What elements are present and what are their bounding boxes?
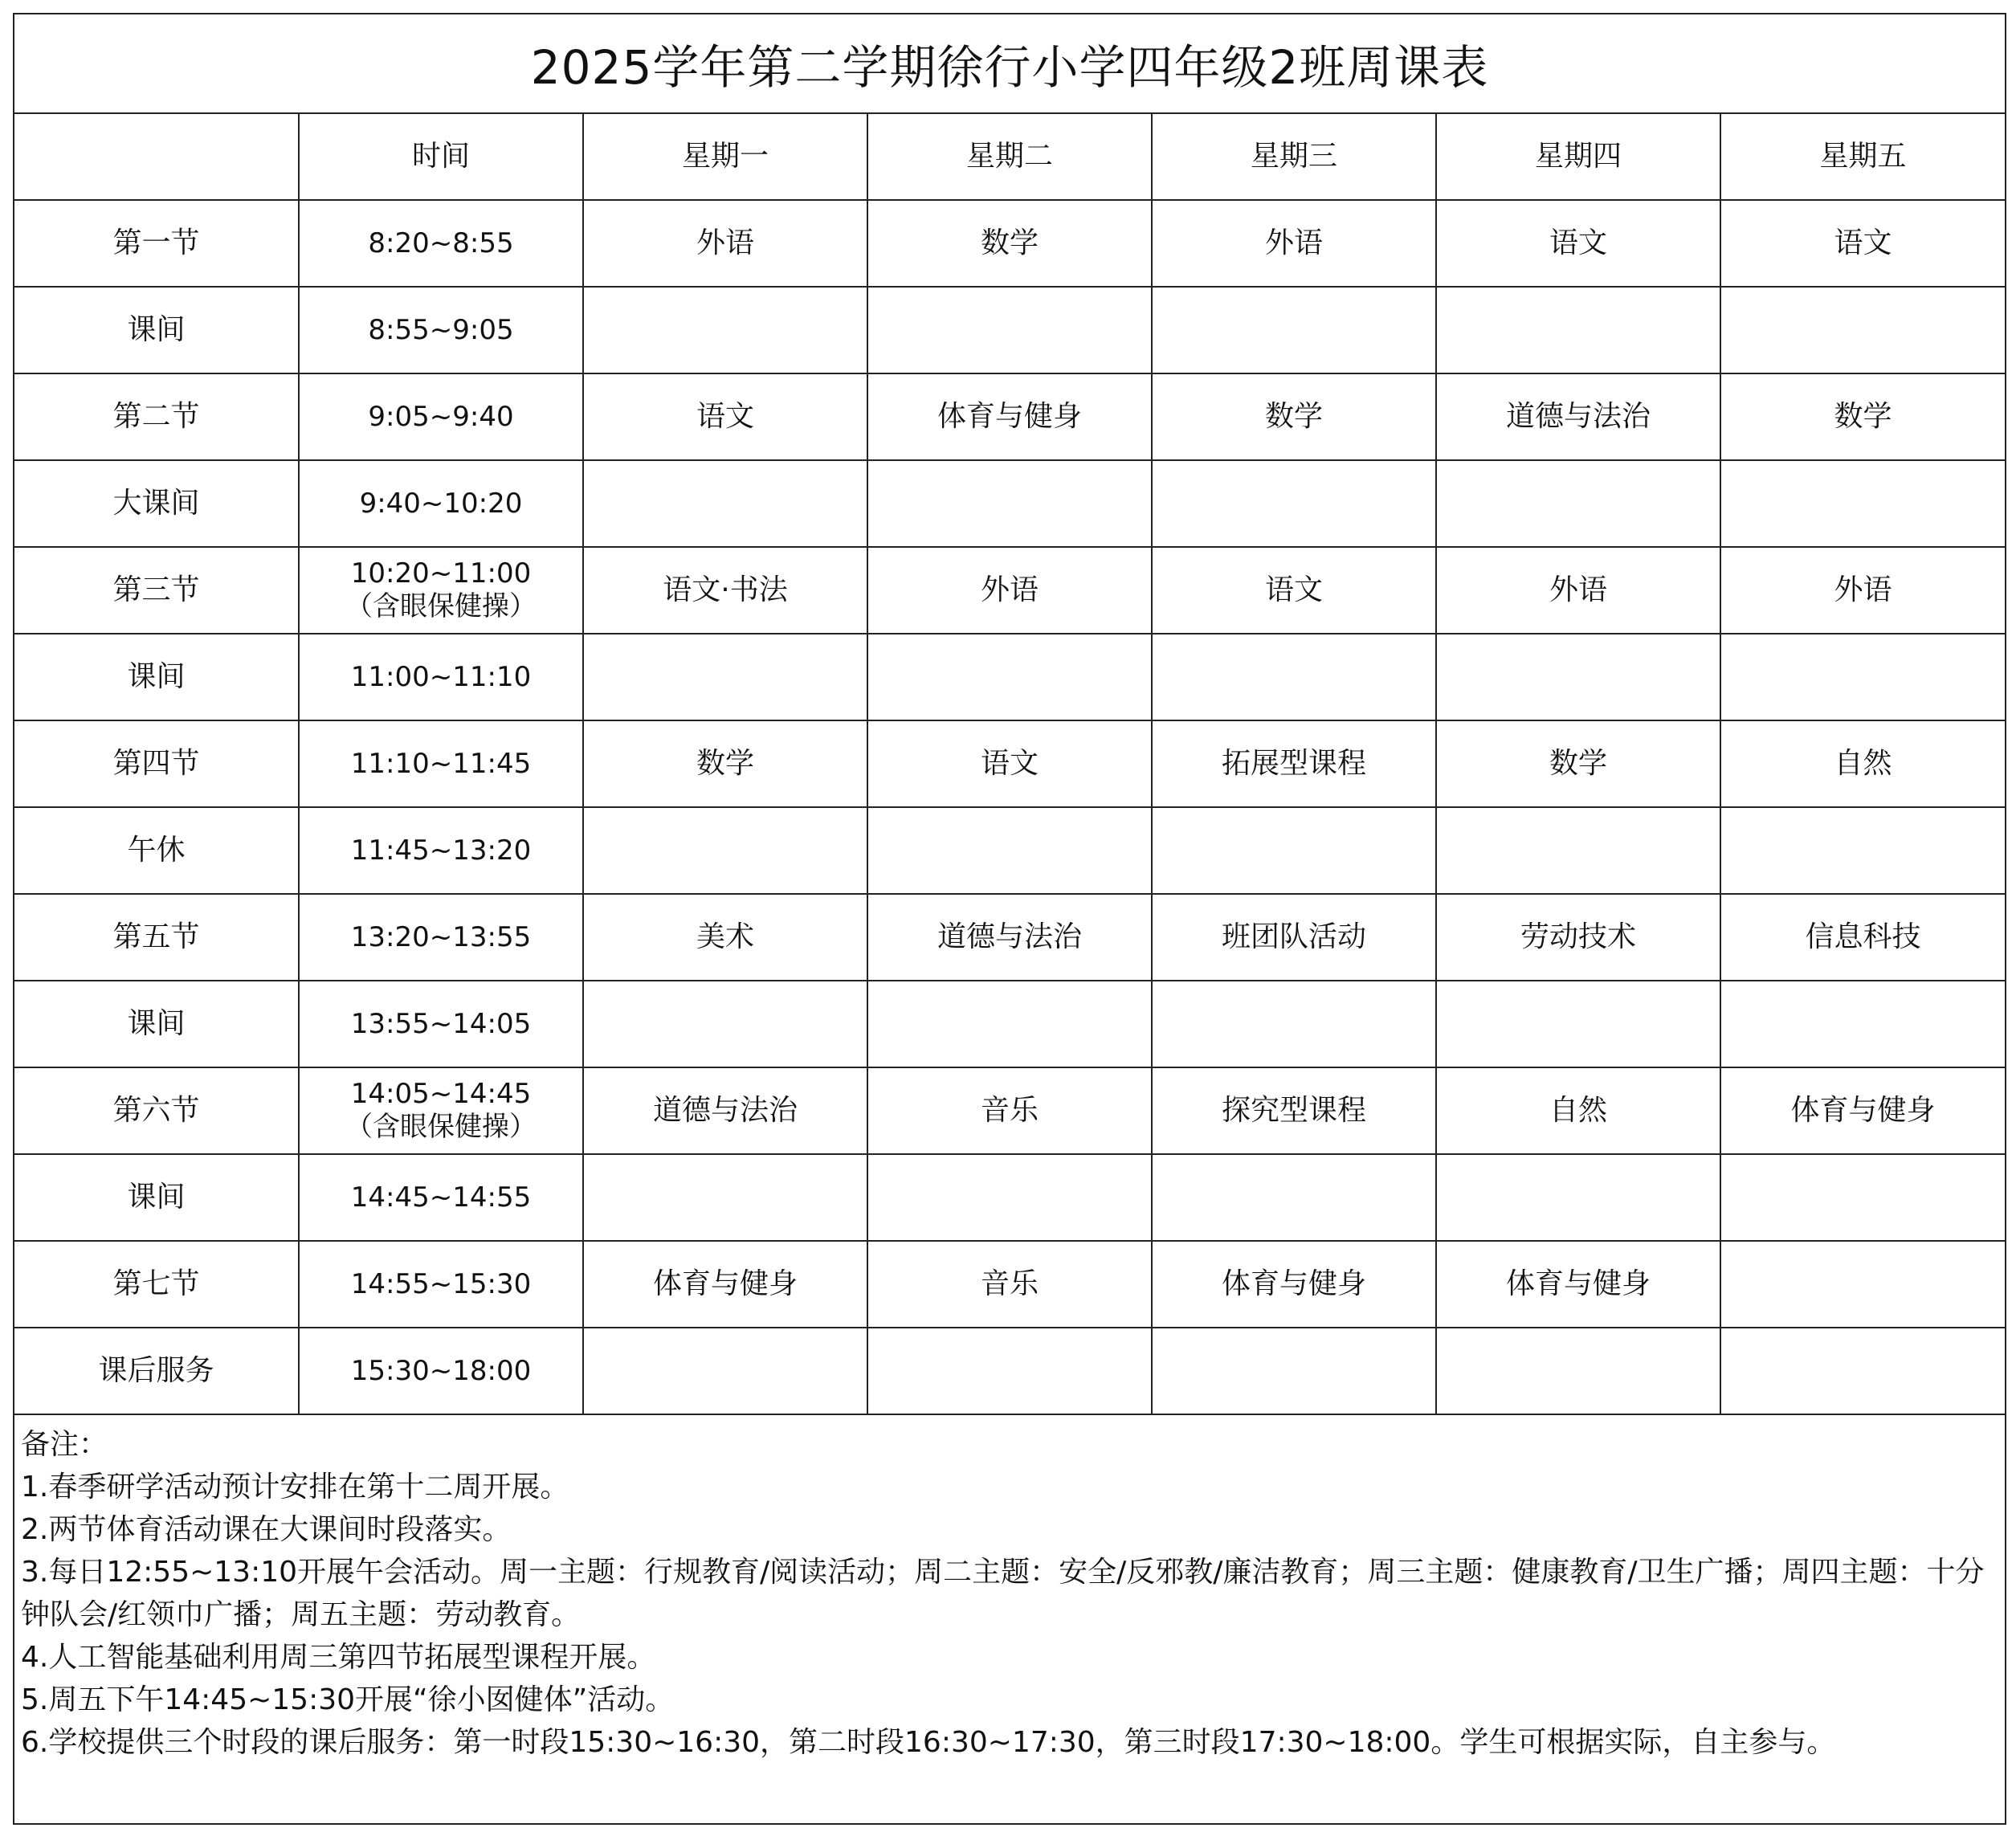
class-cell: 语文	[1436, 200, 1720, 287]
schedule-row	[14, 373, 2005, 460]
period-time-cell	[299, 1154, 583, 1241]
day-header: 星期四	[1436, 114, 1720, 200]
class-cell	[867, 634, 1152, 720]
period-name-cell: 午休	[14, 807, 299, 894]
period-time-cell	[299, 287, 583, 373]
period-time-note: （含眼保健操）	[345, 1111, 537, 1143]
class-cell	[1152, 634, 1436, 720]
period-name-cell: 第二节	[14, 373, 299, 460]
class-cell: 体育与健身	[1152, 1241, 1436, 1328]
period-time-cell	[299, 1241, 583, 1328]
schedule-row	[14, 634, 2005, 720]
class-cell: 信息科技	[1720, 894, 2005, 981]
class-cell	[867, 807, 1152, 894]
page-title: 2025学年第二学期徐行小学四年级2班周课表	[14, 14, 2005, 114]
day-header: 星期一	[583, 114, 867, 200]
class-cell: 体育与健身	[1436, 1241, 1720, 1328]
class-cell: 数学	[583, 720, 867, 807]
schedule-table	[14, 114, 2005, 1415]
period-time: 15:30~18:00	[350, 1354, 532, 1387]
schedule-row	[14, 720, 2005, 807]
schedule-row	[14, 287, 2005, 373]
class-cell	[1720, 460, 2005, 547]
note-item: 4.人工智能基础利用周三第四节拓展型课程开展。	[21, 1641, 656, 1674]
class-cell: 音乐	[867, 1067, 1152, 1154]
period-time: 11:10~11:45	[350, 747, 532, 780]
period-name-cell: 第四节	[14, 720, 299, 807]
note-item: 3.每日12:55~13:10开展午会活动。周一主题：行规教育/阅读活动；周二主题：安全/反邪教/廉洁教育；周三主题：健康教育/卫生广播；周四主题：十分钟队会/红领巾广播；周五主题：劳动教育。	[21, 1556, 1985, 1631]
class-cell: 外语	[1720, 547, 2005, 634]
class-cell	[583, 287, 867, 373]
period-time-cell	[299, 200, 583, 287]
period-time-cell	[299, 1067, 583, 1154]
period-name-cell: 第一节	[14, 200, 299, 287]
class-cell: 语文	[583, 373, 867, 460]
schedule-row	[14, 1154, 2005, 1241]
class-cell: 外语	[1152, 200, 1436, 287]
period-time: 11:00~11:10	[350, 660, 532, 693]
period-time: 13:20~13:55	[350, 920, 532, 953]
class-cell	[1436, 1154, 1720, 1241]
class-cell	[867, 460, 1152, 547]
class-cell	[1436, 1328, 1720, 1414]
period-time: 9:05~9:40	[368, 400, 514, 433]
schedule-row	[14, 547, 2005, 634]
class-cell	[1436, 460, 1720, 547]
note-item: 2.两节体育活动课在大课间时段落实。	[21, 1513, 512, 1546]
class-cell	[1152, 1154, 1436, 1241]
class-cell	[1720, 287, 2005, 373]
class-cell: 道德与法治	[1436, 373, 1720, 460]
period-time: 13:55~14:05	[350, 1007, 532, 1040]
class-cell	[1152, 460, 1436, 547]
schedule-row	[14, 1241, 2005, 1328]
period-time-cell	[299, 634, 583, 720]
schedule-row	[14, 460, 2005, 547]
note-item: 6.学校提供三个时段的课后服务：第一时段15:30~16:30，第二时段16:30~17:30，第三时段17:30~18:00。学生可根据实际，自主参与。	[21, 1726, 1836, 1759]
class-cell: 外语	[1436, 547, 1720, 634]
class-cell: 自然	[1720, 720, 2005, 807]
class-cell	[1436, 981, 1720, 1067]
period-time: 8:20~8:55	[368, 226, 514, 259]
class-cell	[867, 287, 1152, 373]
class-cell: 道德与法治	[583, 1067, 867, 1154]
period-time: 14:55~15:30	[350, 1267, 532, 1300]
schedule-row	[14, 1067, 2005, 1154]
class-cell: 自然	[1436, 1067, 1720, 1154]
period-time: 14:05~14:45	[350, 1078, 532, 1111]
period-time-cell	[299, 807, 583, 894]
class-cell: 语文	[1720, 200, 2005, 287]
timetable-sheet	[13, 13, 2006, 1825]
schedule-row	[14, 200, 2005, 287]
period-name-cell: 第七节	[14, 1241, 299, 1328]
day-header: 星期五	[1720, 114, 2005, 200]
class-cell: 美术	[583, 894, 867, 981]
class-cell	[867, 1328, 1152, 1414]
class-cell: 劳动技术	[1436, 894, 1720, 981]
class-cell: 班团队活动	[1152, 894, 1436, 981]
class-cell	[583, 460, 867, 547]
class-cell: 数学	[867, 200, 1152, 287]
period-time-cell	[299, 981, 583, 1067]
day-header: 星期二	[867, 114, 1152, 200]
class-cell: 外语	[583, 200, 867, 287]
header-row	[14, 114, 2005, 200]
period-time-cell	[299, 720, 583, 807]
class-cell	[1152, 287, 1436, 373]
class-cell	[1436, 634, 1720, 720]
class-cell	[1720, 981, 2005, 1067]
schedule-row	[14, 1328, 2005, 1414]
class-cell: 数学	[1152, 373, 1436, 460]
period-name-cell: 第三节	[14, 547, 299, 634]
class-cell	[1152, 1328, 1436, 1414]
class-cell	[867, 1154, 1152, 1241]
class-cell: 拓展型课程	[1152, 720, 1436, 807]
class-cell: 道德与法治	[867, 894, 1152, 981]
period-name-cell: 课间	[14, 981, 299, 1067]
schedule-row	[14, 894, 2005, 981]
note-item: 1.春季研学活动预计安排在第十二周开展。	[21, 1471, 569, 1503]
class-cell	[1152, 807, 1436, 894]
period-time-cell	[299, 460, 583, 547]
period-name-cell: 第五节	[14, 894, 299, 981]
class-cell	[583, 1154, 867, 1241]
period-time-note: （含眼保健操）	[345, 590, 537, 622]
class-cell: 体育与健身	[867, 373, 1152, 460]
class-cell: 语文	[867, 720, 1152, 807]
schedule-row	[14, 981, 2005, 1067]
period-time: 10:20~11:00	[350, 557, 532, 590]
class-cell	[583, 634, 867, 720]
class-cell	[867, 981, 1152, 1067]
class-cell	[1436, 807, 1720, 894]
period-time-cell	[299, 894, 583, 981]
class-cell	[1152, 981, 1436, 1067]
class-cell: 语文	[1152, 547, 1436, 634]
period-time-cell	[299, 1328, 583, 1414]
period-name-cell: 课间	[14, 634, 299, 720]
class-cell	[1720, 1328, 2005, 1414]
class-cell	[1720, 1154, 2005, 1241]
period-time: 9:40~10:20	[359, 487, 523, 520]
period-name-cell: 第六节	[14, 1067, 299, 1154]
class-cell	[1436, 287, 1720, 373]
time-header: 时间	[299, 114, 583, 200]
class-cell	[583, 981, 867, 1067]
notes-heading: 备注：	[21, 1428, 108, 1461]
class-cell: 数学	[1436, 720, 1720, 807]
class-cell: 语文·书法	[583, 547, 867, 634]
period-time-cell	[299, 373, 583, 460]
class-cell	[583, 807, 867, 894]
class-cell: 数学	[1720, 373, 2005, 460]
period-time-cell	[299, 547, 583, 634]
period-name-cell: 课间	[14, 1154, 299, 1241]
class-cell: 外语	[867, 547, 1152, 634]
period-time: 14:45~14:55	[350, 1181, 532, 1214]
class-cell	[583, 1328, 867, 1414]
class-cell: 探究型课程	[1152, 1067, 1436, 1154]
period-name-cell: 课间	[14, 287, 299, 373]
corner-cell	[14, 114, 299, 200]
notes-section	[14, 1415, 2005, 1764]
class-cell: 体育与健身	[1720, 1067, 2005, 1154]
note-item: 5.周五下午14:45~15:30开展“徐小囡健体”活动。	[21, 1683, 675, 1716]
class-cell	[1720, 807, 2005, 894]
period-name-cell: 大课间	[14, 460, 299, 547]
period-time: 11:45~13:20	[350, 834, 532, 867]
class-cell	[1720, 1241, 2005, 1328]
day-header: 星期三	[1152, 114, 1436, 200]
period-time: 8:55~9:05	[368, 313, 514, 346]
period-name-cell: 课后服务	[14, 1328, 299, 1414]
schedule-row	[14, 807, 2005, 894]
class-cell: 音乐	[867, 1241, 1152, 1328]
class-cell	[1720, 634, 2005, 720]
class-cell: 体育与健身	[583, 1241, 867, 1328]
